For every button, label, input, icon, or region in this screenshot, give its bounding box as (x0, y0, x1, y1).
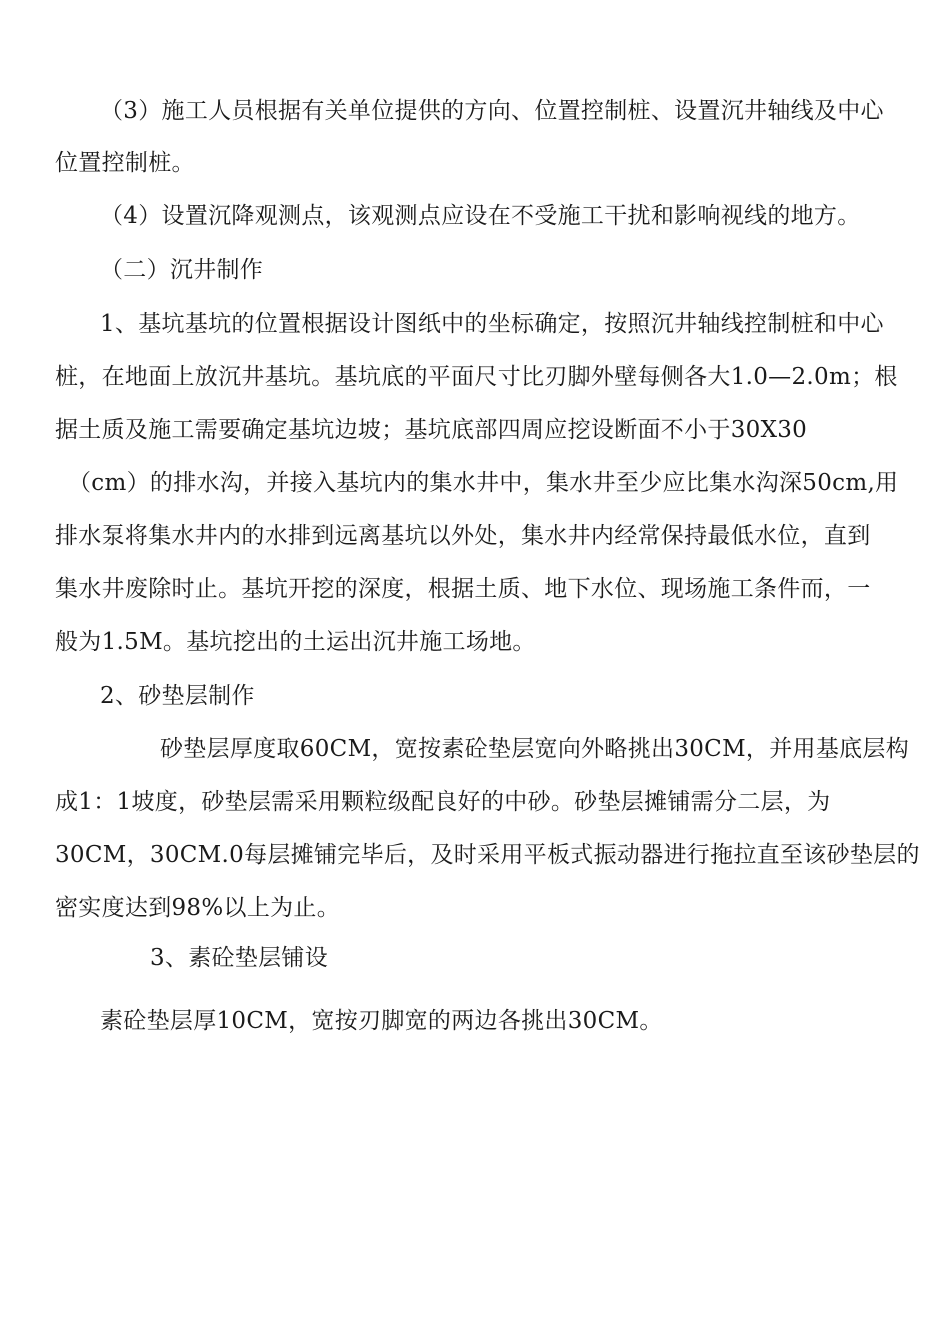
paragraph-line: （3）施工人员根据有关单位提供的方向、位置控制桩、设置沉井轴线及中心 (100, 98, 884, 124)
paragraph-line: 般为1.5M。基坑挖出的土运出沉井施工场地。 (55, 629, 536, 655)
paragraph-line: 砂垫层厚度取60CM，宽按素砼垫层宽向外略挑出30CM，并用基底层构 (160, 736, 910, 762)
paragraph-line: （cm）的排水沟，并接入基坑内的集水井中，集水井至少应比集水沟深50cm,用 (68, 470, 899, 496)
subsection-heading: 2、砂垫层制作 (100, 683, 255, 709)
paragraph-line: 成1：1坡度，砂垫层需采用颗粒级配良好的中砂。砂垫层摊铺需分二层，为 (55, 789, 831, 815)
paragraph-line: 1、基坑基坑的位置根据设计图纸中的坐标确定，按照沉井轴线控制桩和中心 (100, 311, 884, 337)
paragraph-line: 素砼垫层厚10CM，宽按刃脚宽的两边各挑出30CM。 (100, 1008, 663, 1034)
paragraph-line: 据土质及施工需要确定基坑边坡；基坑底部四周应挖设断面不小于30X30 (55, 417, 808, 443)
paragraph-line: 位置控制桩。 (55, 150, 195, 176)
paragraph-line: 30CM，30CM.0每层摊铺完毕后，及时采用平板式振动器进行拖拉直至该砂垫层的 (55, 842, 920, 868)
paragraph-line: 排水泵将集水井内的水排到远离基坑以外处，集水井内经常保持最低水位，直到 (55, 523, 871, 549)
subsection-heading: 3、素砼垫层铺设 (150, 945, 329, 971)
paragraph-line: （4）设置沉降观测点，该观测点应设在不受施工干扰和影响视线的地方。 (100, 203, 861, 229)
paragraph-line: 集水井废除时止。基坑开挖的深度，根据土质、地下水位、现场施工条件而，一 (55, 576, 871, 602)
paragraph-line: 桩，在地面上放沉井基坑。基坑底的平面尺寸比刃脚外壁每侧各大1.0—2.0m；根 (55, 364, 898, 390)
paragraph-line: 密实度达到98%以上为止。 (55, 895, 341, 921)
section-heading: （二）沉井制作 (100, 257, 264, 283)
